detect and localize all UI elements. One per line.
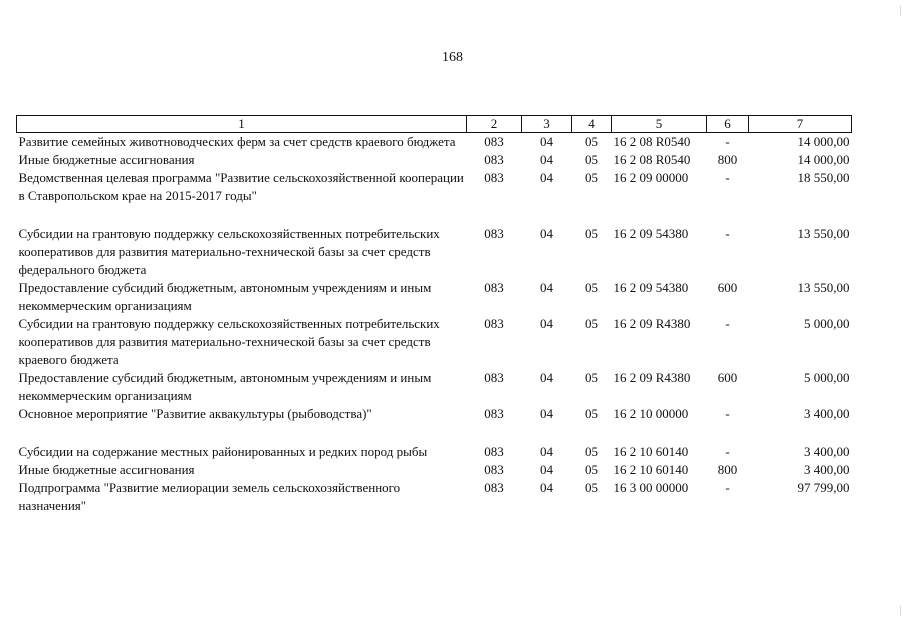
row-code-section: 04 <box>540 406 553 421</box>
row-code-subsection: 05 <box>585 406 598 421</box>
column-header: 4 <box>572 116 612 133</box>
row-description: Предоставление субсидий бюджетным, автономным учреждениям и иным некоммерческим организациям <box>18 280 432 313</box>
row-description: Иные бюджетные ассигнования <box>18 152 195 167</box>
row-code-expense-type: - <box>725 226 730 241</box>
row-description: Субсидии на грантовую поддержку сельскохозяйственных потребительских кооперативов для развития материально-технической базы за счет средств федерального бюджета <box>18 226 440 277</box>
row-code-subsection: 05 <box>585 480 598 495</box>
row-amount: 3 400,00 <box>804 406 850 421</box>
column-header: 2 <box>467 116 522 133</box>
row-code-section: 04 <box>540 370 553 385</box>
row-code-subsection: 05 <box>585 226 598 241</box>
row-amount: 13 550,00 <box>797 226 850 241</box>
row-code-ministry: 083 <box>484 170 504 185</box>
row-code-ministry: 083 <box>484 480 504 495</box>
row-code-section: 04 <box>540 480 553 495</box>
table-row <box>17 151 852 169</box>
scan-edge-mark <box>900 606 901 616</box>
row-code-expense-type: - <box>725 444 730 459</box>
row-code-expense-type: 600 <box>717 370 738 385</box>
row-code-target: 16 2 10 60140 <box>613 444 689 459</box>
row-code-expense-type: - <box>725 316 730 331</box>
row-amount: 14 000,00 <box>797 134 850 149</box>
row-description: Основное мероприятие "Развитие аквакультуры (рыбоводства)" <box>18 406 372 421</box>
row-code-section: 04 <box>540 462 553 477</box>
row-code-expense-type: 800 <box>717 152 738 167</box>
row-code-section: 04 <box>540 444 553 459</box>
row-code-subsection: 05 <box>585 134 598 149</box>
row-code-expense-type: 800 <box>717 462 738 477</box>
row-code-subsection: 05 <box>585 316 598 331</box>
row-amount: 5 000,00 <box>804 316 850 331</box>
row-code-target: 16 3 00 00000 <box>613 480 689 495</box>
row-code-ministry: 083 <box>484 152 504 167</box>
row-code-expense-type: - <box>725 170 730 185</box>
row-code-section: 04 <box>540 316 553 331</box>
row-description: Субсидии на грантовую поддержку сельскохозяйственных потребительских кооперативов для развития материально-технической базы за счет средств краевого бюджета <box>18 316 440 367</box>
row-code-ministry: 083 <box>484 280 504 295</box>
row-amount: 13 550,00 <box>797 280 850 295</box>
scan-edge-mark <box>900 6 901 16</box>
row-amount: 18 550,00 <box>797 170 850 185</box>
row-description: Предоставление субсидий бюджетным, автономным учреждениям и иным некоммерческим организациям <box>18 370 432 403</box>
row-code-section: 04 <box>540 152 553 167</box>
table-row <box>17 169 852 225</box>
row-description: Иные бюджетные ассигнования <box>18 462 195 477</box>
header-row <box>17 116 852 133</box>
row-code-subsection: 05 <box>585 462 598 477</box>
row-amount: 5 000,00 <box>804 370 850 385</box>
row-code-target: 16 2 09 R4380 <box>613 316 691 331</box>
row-code-ministry: 083 <box>484 226 504 241</box>
row-description: Подпрограмма "Развитие мелиорации земель сельскохозяйственного назначения" <box>18 480 401 513</box>
row-code-section: 04 <box>540 170 553 185</box>
row-amount: 3 400,00 <box>804 462 850 477</box>
row-code-subsection: 05 <box>585 280 598 295</box>
row-code-target: 16 2 08 R0540 <box>613 152 691 167</box>
row-code-target: 16 2 09 54380 <box>613 226 689 241</box>
row-description: Ведомственная целевая программа "Развитие сельскохозяйственной кооперации в Ставропольском крае на 2015-2017 годы" <box>18 170 464 203</box>
row-code-target: 16 2 08 R0540 <box>613 134 691 149</box>
table-row <box>17 461 852 479</box>
row-code-subsection: 05 <box>585 444 598 459</box>
table-row <box>17 443 852 461</box>
row-code-target: 16 2 09 54380 <box>613 280 689 295</box>
row-amount: 3 400,00 <box>804 444 850 459</box>
row-code-ministry: 083 <box>484 370 504 385</box>
row-amount: 97 799,00 <box>797 480 850 495</box>
column-header: 1 <box>17 116 467 133</box>
row-code-subsection: 05 <box>585 152 598 167</box>
row-code-expense-type: 600 <box>717 280 738 295</box>
row-code-expense-type: - <box>725 406 730 421</box>
row-code-ministry: 083 <box>484 134 504 149</box>
table-row <box>17 315 852 369</box>
row-code-target: 16 2 10 00000 <box>613 406 689 421</box>
row-code-section: 04 <box>540 226 553 241</box>
row-code-ministry: 083 <box>484 462 504 477</box>
column-header: 3 <box>522 116 572 133</box>
row-code-target: 16 2 09 00000 <box>613 170 689 185</box>
row-code-expense-type: - <box>725 480 730 495</box>
row-code-ministry: 083 <box>484 406 504 421</box>
table-row <box>17 479 852 515</box>
column-header: 6 <box>707 116 749 133</box>
table-body <box>17 133 852 516</box>
row-amount: 14 000,00 <box>797 152 850 167</box>
row-description: Субсидии на содержание местных районированных и редких пород рыбы <box>18 444 428 459</box>
row-code-target: 16 2 10 60140 <box>613 462 689 477</box>
row-description: Развитие семейных животноводческих ферм за счет средств краевого бюджета <box>18 134 456 149</box>
row-code-expense-type: - <box>725 134 730 149</box>
row-code-target: 16 2 09 R4380 <box>613 370 691 385</box>
budget-table <box>16 115 852 515</box>
table-header <box>17 116 852 133</box>
page-number: 168 <box>442 50 463 65</box>
column-header: 5 <box>612 116 707 133</box>
row-code-section: 04 <box>540 280 553 295</box>
column-header: 7 <box>749 116 852 133</box>
table-row <box>17 279 852 315</box>
table-row <box>17 225 852 279</box>
row-code-subsection: 05 <box>585 370 598 385</box>
row-code-section: 04 <box>540 134 553 149</box>
table-row <box>17 369 852 405</box>
row-code-ministry: 083 <box>484 444 504 459</box>
row-code-subsection: 05 <box>585 170 598 185</box>
table-row <box>17 133 852 152</box>
table-row <box>17 405 852 443</box>
row-code-ministry: 083 <box>484 316 504 331</box>
